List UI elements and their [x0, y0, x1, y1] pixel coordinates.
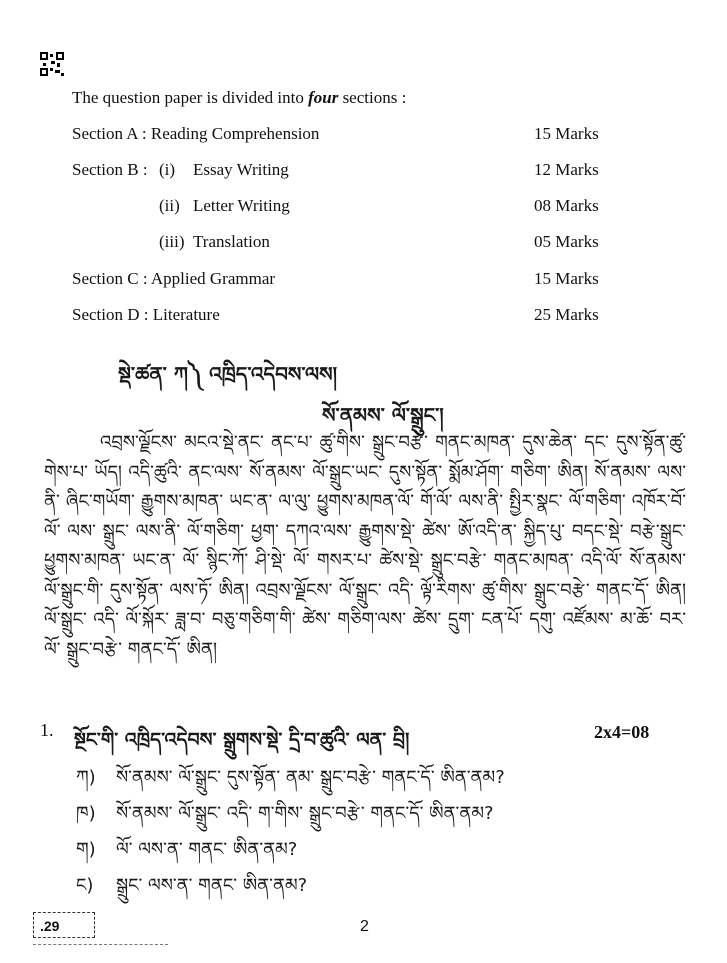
page-number: 2 [360, 918, 369, 935]
option-letter: ཁ) [76, 803, 96, 824]
section-marks: 25 Marks [534, 305, 599, 324]
passage-title: སོ་ནམས་ ལོ་སྒྲུང་། [322, 403, 444, 427]
section-label: Section C : Applied Grammar [72, 269, 276, 288]
section-marks: 15 Marks [534, 269, 599, 288]
section-a-heading: སྡེ་ཚན་ ཀ༽ འཁྲིད་འདེབས་ལས། [118, 362, 338, 386]
question-stem: སྔོང་གི་ འཁྲིད་འདེབས་ སྒྲུགས་སྡེ་ དྲི་བ་ཚུའི་ ལན་ བྲི། [74, 729, 410, 751]
paper-code-box: .29 [33, 912, 95, 938]
section-label: Section A : Reading Comprehension [72, 124, 320, 143]
section-sub-number: (ii) [159, 196, 180, 215]
divider [33, 944, 168, 945]
option-text: སོ་ནམས་ ལོ་སྒྲུང་ དུས་སྟོན་ ནམ་ སྒྲུང་བརྩེ་ གནང་དོ་ ཨིན་ནམ? [116, 767, 505, 788]
section-marks: 12 Marks [534, 160, 599, 179]
instructions-intro [72, 88, 406, 108]
question-number: 1. [40, 720, 54, 740]
option-letter: ང) [76, 875, 94, 896]
intro-text-before: The question paper is divided into [72, 88, 309, 107]
section-sub-number: (i) [159, 160, 176, 179]
reading-passage: འབྲས་ལྗོངས་ མངའ་སྡེ་ནང་ ནང་པ་ ཚུ་གིས་ སྒྲུང་བརྩེ་ གནང་མཁན་ དུས་ཆེན་ དང་ དུས་སྟོན་ཚུ་ གེས་པ་ ཡོད། འདི་ཚུའི་ ནང་ལས་ སོ་ནམས་ ལོ་སྒྲུང་ཡང་ དུས་སྟོན་ སྨོམ་ཤོག་ གཅིག་ ཨིན། སོ་ནམས་ ལས་ནི་ ཞིང་གཡོག་ རྒྱུགས་མཁན་ ཡང་ན་ ལ་ལུ་ ཕྱུགས་མཁན་ལོ་ གོ་ལོ་ ལས་ནི་ སྤྱིར་སྣང་ ལོ་གཅིག་ འཁོར་བོ་ལོ་ ལས་ སྒྲུང་ ལས་ནི་ ལོ་གཅིག་ ཕྱག་ དཀའ་ལས་ རྒྱུགས་སྡེ་ ཚེས་ ཨོ་འདི་ན་ སྐྱིད་པུ་ བདང་སྡེ་ བརྩེ་སྒྲུང་ ཕྱུགས་མཁན་ ཡང་ན་ ལོ་ སྙིང་ཀོ་ ཤི་སྡེ་ ལོ་ གསར་པ་ ཚེས་སྡེ་ སྒྲུང་བརྩེ་ གནང་མཁན་ འདི་ལོ་ སོ་ནམས་ ལོ་སྒྲུང་གི་ དུས་སྟོན་ ལས་ཏོ་ ཨིན། འབྲས་ལྗོངས་ ལོ་སྒྲུང་ འདི་ ལྟོ་རིགས་ ཚུ་གིས་ སྒྲུང་བརྩེ་ གནང་དོ་ ཨིན། ལོ་སྒྲུང་ འདི་ ལོ་སྐོར་ ཟླ་བ་ བཅུ་གཅིག་གི་ ཚེས་ གཅིག་ལས་ ཚེས་ དྲུག་ ངན་པོ་ དགུ་ འཛོམས་ མ་ཆོ་ བར་ལོ་ སྒྲུང་བརྩེ་ གནང་དོ་ ཨིན། [44, 432, 686, 660]
section-marks: 08 Marks [534, 196, 599, 215]
section-marks: 15 Marks [534, 124, 599, 143]
section-marks: 05 Marks [534, 232, 599, 251]
section-sub-title: Essay Writing [193, 160, 289, 179]
option-text: སྒྲུང་ ལས་ན་ གནང་ ཨིན་ནམ? [116, 875, 308, 896]
option-letter: ཀ) [76, 767, 96, 788]
section-sub-title: Translation [193, 232, 270, 251]
option-text: ལོ་ ལས་ན་ གནང་ ཨིན་ནམ? [116, 839, 298, 860]
question-marks: 2x4=08 [594, 722, 650, 742]
section-sub-title: Letter Writing [193, 196, 290, 215]
section-label: Section D : Literature [72, 305, 220, 324]
question-option [76, 866, 307, 916]
qr-code-icon [40, 52, 64, 76]
option-letter: ག) [76, 839, 96, 860]
intro-emphasis: four [308, 88, 339, 107]
section-label: Section B : [72, 160, 148, 179]
section-sub-number: (iii) [159, 232, 185, 251]
intro-text-after: sections : [338, 88, 407, 107]
option-text: སོ་ནམས་ ལོ་སྒྲུང་ འདི་ ག་གིས་ སྒྲུང་བརྩེ་ གནང་དོ་ ཨིན་ནམ? [116, 803, 494, 824]
